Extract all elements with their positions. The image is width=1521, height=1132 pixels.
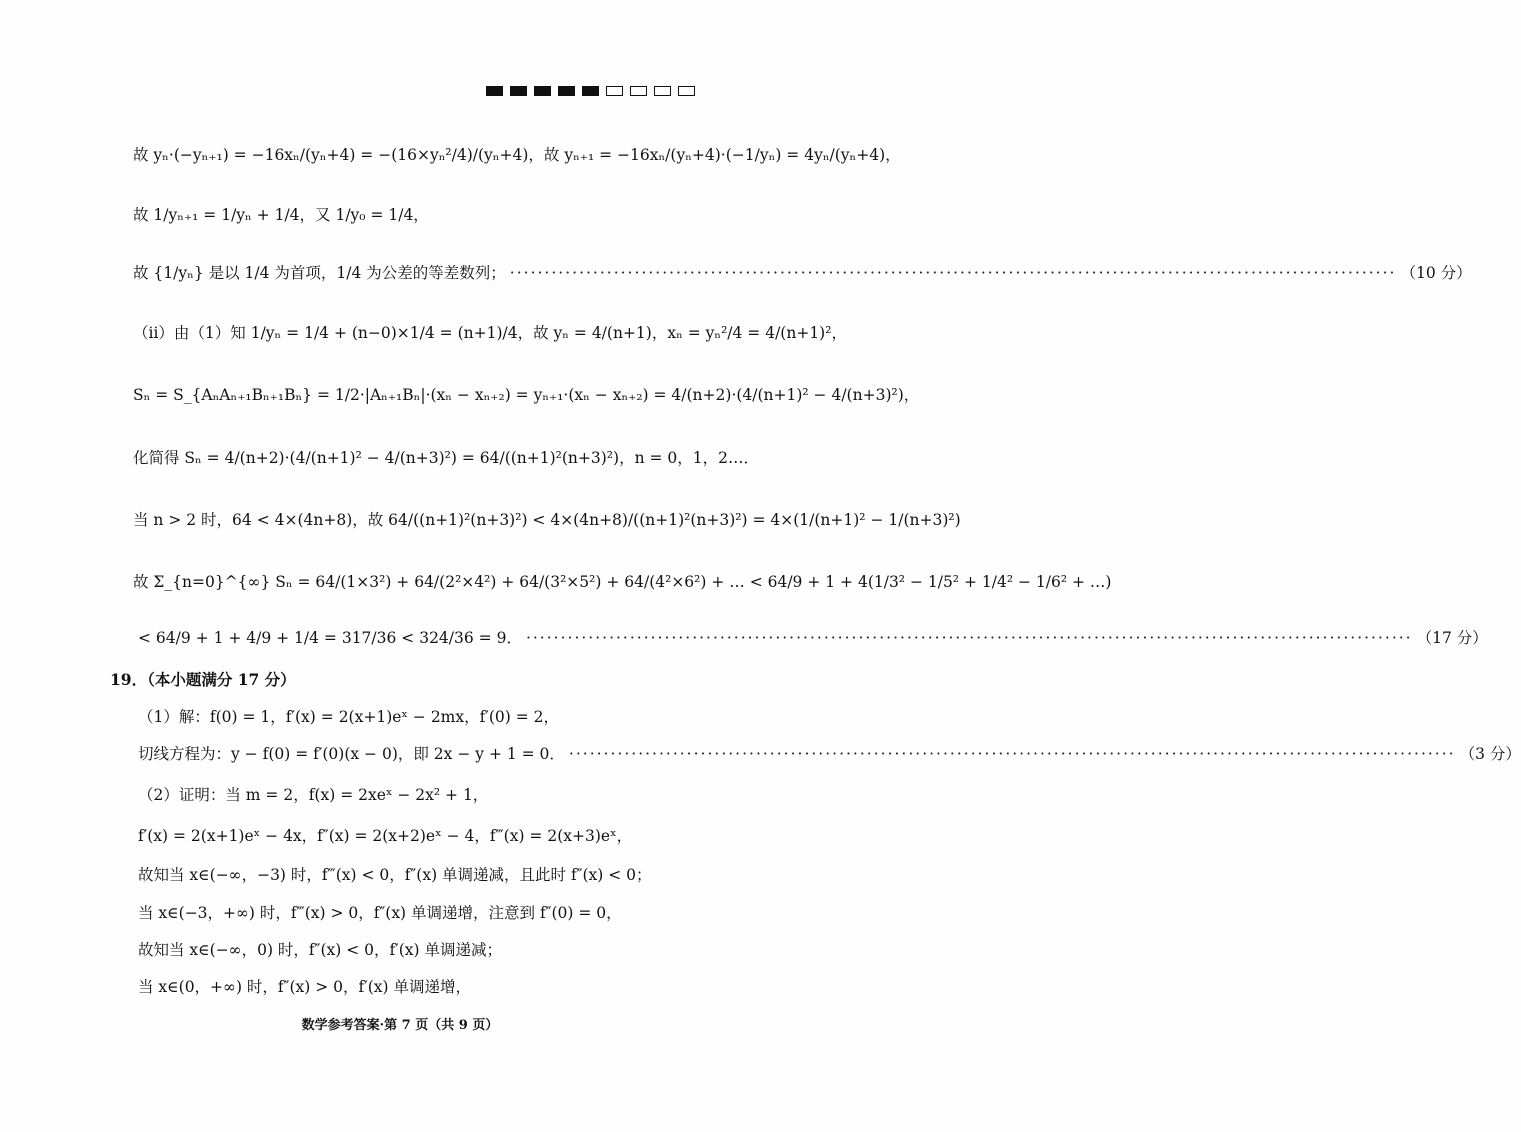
- solution-line: [133, 572, 1112, 592]
- line-text: f′(x) = 2(x+1)eˣ − 4x，f″(x) = 2(x+2)eˣ − 4，f‴(x) = 2(x+3)eˣ，: [138, 827, 633, 845]
- filled-square-mark: [486, 86, 503, 96]
- solution-line: [133, 448, 759, 468]
- solution-line: [138, 785, 698, 805]
- question-heading: [110, 670, 670, 690]
- line-text: （1）解：f(0) = 1，f′(x) = 2(x+1)eˣ − 2mx，f′(0) = 2，: [138, 708, 560, 726]
- leader-dots: [569, 744, 1456, 764]
- page-footer: 数学参考答案·第 7 页（共 9 页）: [301, 1018, 499, 1033]
- line-text: < 64/9 + 1 + 4/9 + 1/4 = 317/36 < 324/36 = 9．: [138, 629, 522, 647]
- solution-line: [138, 628, 1488, 648]
- line-text: 故 Σ_{n=0}^{∞} Sₙ = 64/(1×3²) + 64/(2²×4²) + 64/(3²×5²) + 64/(4²×6²) + … < 64/9 + 1 + 4(1/3² − 1/5² + 1/4² − 1/6² + …): [133, 573, 1112, 591]
- solution-line: [133, 263, 1472, 283]
- solution-line: [133, 385, 920, 405]
- line-text: 故 1/yₙ₊₁ = 1/yₙ + 1/4，又 1/y₀ = 1/4，: [133, 206, 429, 224]
- solution-line: [138, 865, 698, 885]
- filled-square-mark: [510, 86, 527, 96]
- line-text: （2）证明：当 m = 2，f(x) = 2xeˣ − 2x² + 1，: [138, 786, 489, 804]
- empty-square-mark: [678, 86, 695, 96]
- line-text: 故知当 x∈(−∞，0) 时，f″(x) < 0，f′(x) 单调递减；: [138, 941, 503, 959]
- line-text: 故 yₙ·(−yₙ₊₁) = −16xₙ/(yₙ+4) = −(16×yₙ²/4)/(yₙ+4)，故 yₙ₊₁ = −16xₙ/(yₙ+4)·(−1/yₙ) = 4yₙ/(yₙ+4)，: [133, 146, 901, 164]
- score-label: （3 分）: [1459, 745, 1521, 763]
- line-text: 当 x∈(0，+∞) 时，f″(x) > 0，f′(x) 单调递增，: [138, 978, 472, 996]
- filled-square-mark: [534, 86, 551, 96]
- solution-line: [138, 940, 698, 960]
- empty-square-mark: [654, 86, 671, 96]
- leader-dots: [510, 263, 1397, 283]
- line-text: 切线方程为：y − f(0) = f′(0)(x − 0)，即 2x − y + 1 = 0．: [138, 745, 565, 763]
- solution-line: [138, 977, 698, 997]
- line-text: 故知当 x∈(−∞，−3) 时，f‴(x) < 0，f″(x) 单调递减，且此时 f″(x) < 0；: [138, 866, 652, 884]
- line-text: 当 n > 2 时，64 < 4×(4n+8)，故 64/((n+1)²(n+3)²) < 4×(4n+8)/((n+1)²(n+3)²) = 4×(1/(n+1)² − 1/(n+3)²): [133, 511, 961, 529]
- solution-line: [138, 744, 1521, 764]
- empty-square-mark: [606, 86, 623, 96]
- line-text: 故 {1/yₙ} 是以 1/4 为首项，1/4 为公差的等差数列；: [133, 264, 506, 282]
- solution-line: [138, 903, 698, 923]
- solution-line: [138, 707, 698, 727]
- line-text: 化简得 Sₙ = 4/(n+2)·(4/(n+1)² − 4/(n+3)²) = 64/((n+1)²(n+3)²)，n = 0，1，2…．: [133, 449, 759, 467]
- solution-line: [133, 205, 693, 225]
- filled-square-mark: [582, 86, 599, 96]
- solution-line: [133, 510, 961, 530]
- header-marks: [486, 86, 695, 96]
- line-text: （ii）由（1）知 1/yₙ = 1/4 + (n−0)×1/4 = (n+1)/4，故 yₙ = 4/(n+1)，xₙ = yₙ²/4 = 4/(n+1)²，: [133, 324, 847, 342]
- solution-line: [133, 145, 901, 165]
- filled-square-mark: [558, 86, 575, 96]
- score-label: （10 分）: [1400, 264, 1472, 282]
- line-text: 当 x∈(−3，+∞) 时，f‴(x) > 0，f″(x) 单调递增，注意到 f″(0) = 0，: [138, 904, 622, 922]
- line-text: Sₙ = S_{AₙAₙ₊₁Bₙ₊₁Bₙ} = 1/2·|Aₙ₊₁Bₙ|·(xₙ − xₙ₊₂) = yₙ₊₁·(xₙ − xₙ₊₂) = 4/(n+2)·(4/(n+1)² − 4/(n+3)²)，: [133, 386, 920, 404]
- line-text: 19．（本小题满分 17 分）: [110, 670, 296, 689]
- leader-dots: [526, 628, 1413, 648]
- solution-line: [138, 826, 698, 846]
- solution-line: [133, 323, 847, 343]
- score-label: （17 分）: [1416, 629, 1488, 647]
- empty-square-mark: [630, 86, 647, 96]
